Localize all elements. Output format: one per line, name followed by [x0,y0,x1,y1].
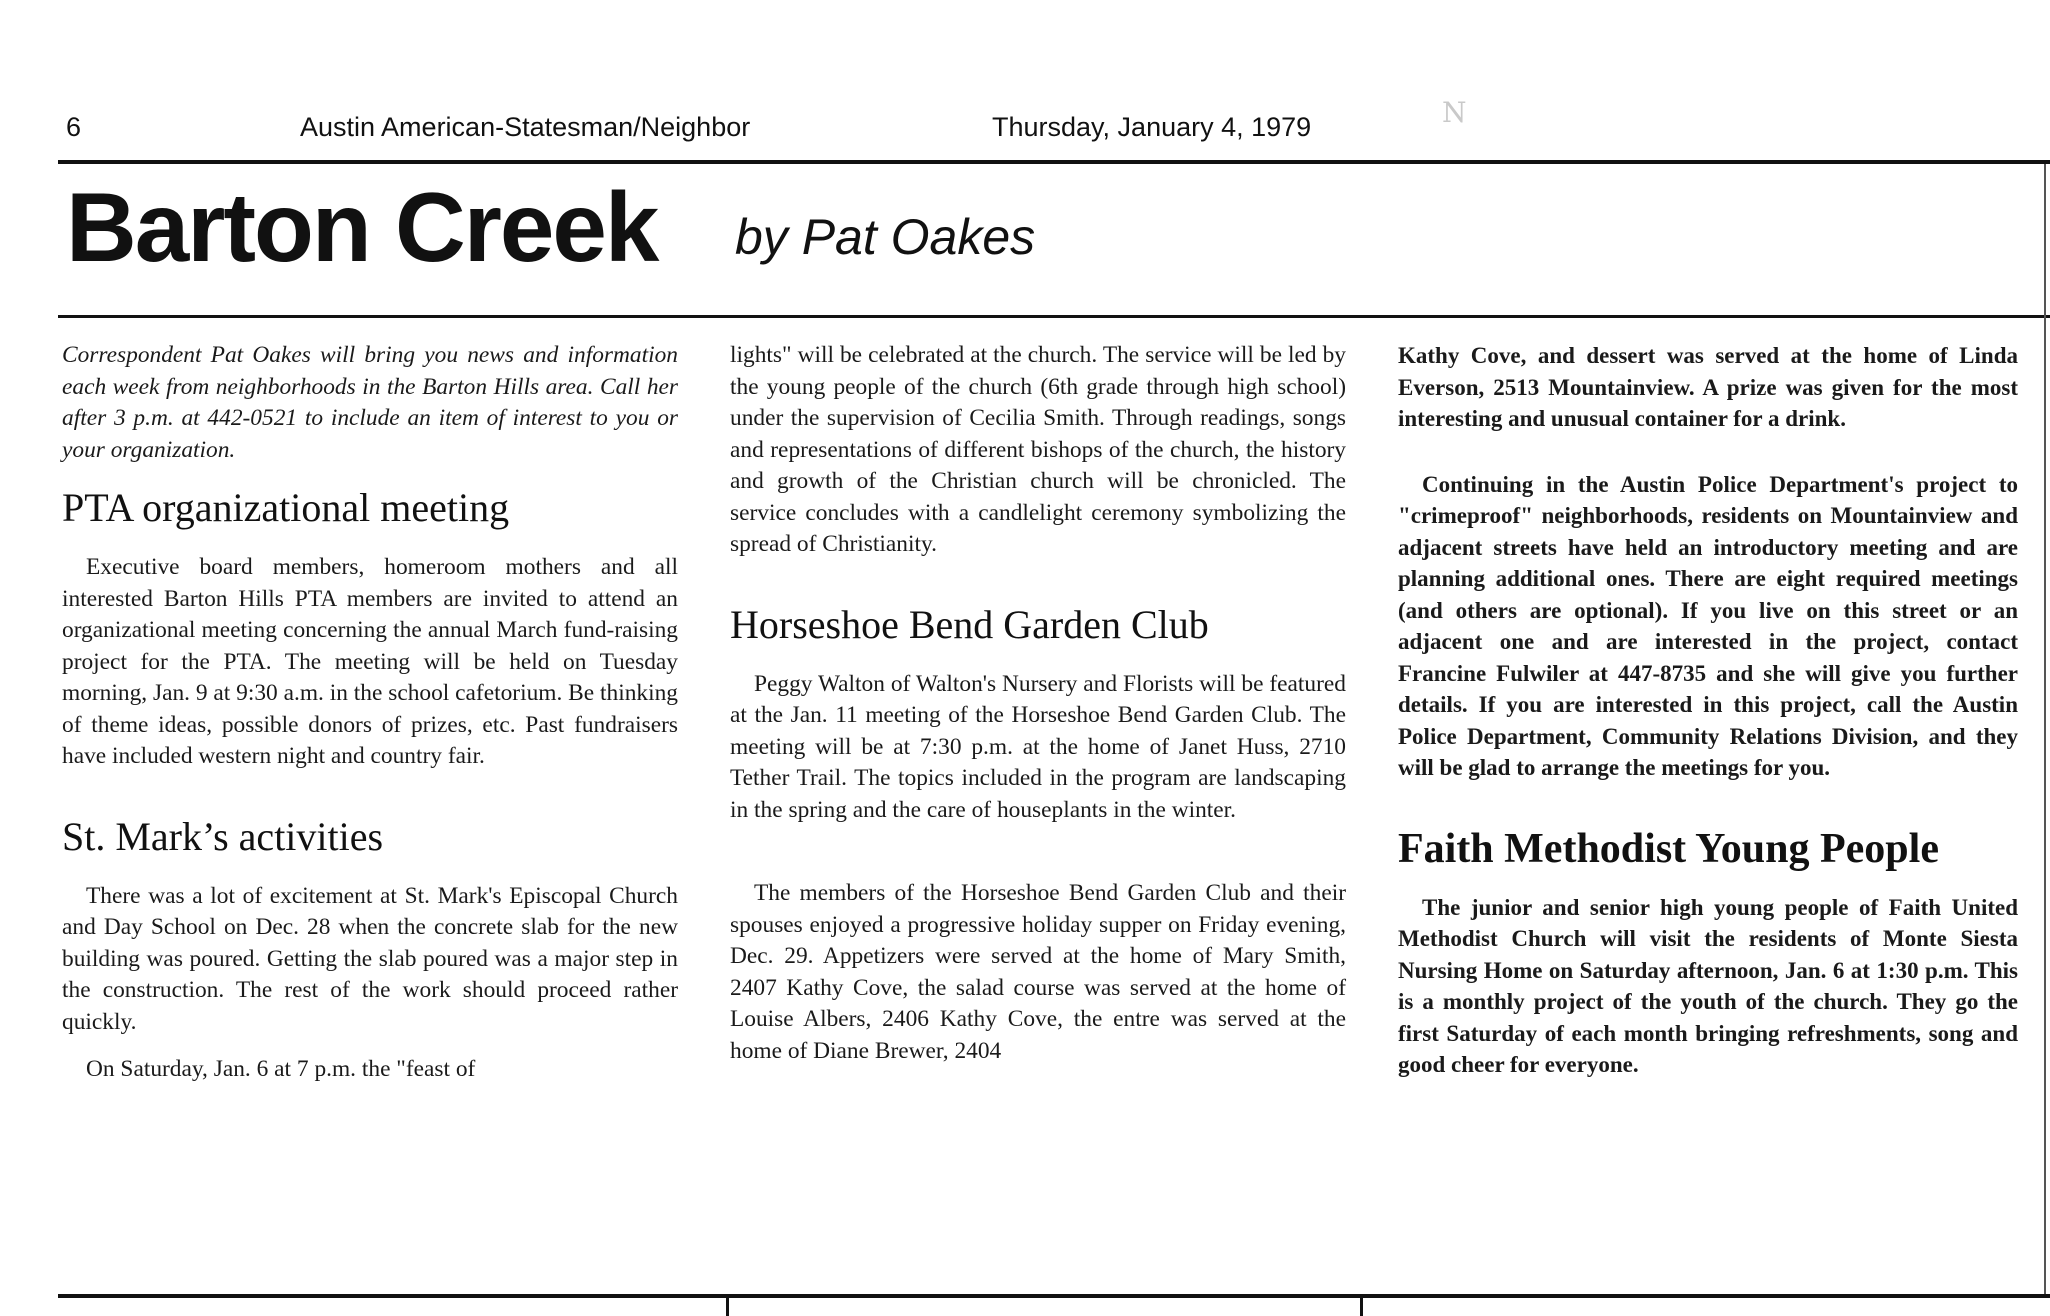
bottom-rule [58,1294,2050,1298]
column-divider-bottom-1 [726,1298,729,1316]
right-edge-rule [2044,164,2046,1294]
st-marks-paragraph-2: On Saturday, Jan. 6 at 7 p.m. the "feast of [86,1056,476,1082]
faith-methodist-heading: Faith Methodist Young People [1398,825,1939,872]
page-number: 6 [66,112,82,142]
garden-club-continued: Kathy Cove, and dessert was served at the home of Linda Everson, 2513 Mountainview. A prize was given for the most interesting and unusual container for a drink. [1398,343,2018,431]
column-3 [1398,340,2018,1081]
publication-name: Austin American-Statesman/Neighbor [300,112,751,142]
top-rule [58,160,2050,164]
st-marks-continued: lights" will be celebrated at the church. The service will be led by the young people of the church (6th grade through high school) under the supervision of Cecilia Smith. Through readings, songs and representations of different bishops of the church, the history and growth of the Christian church will be chronicled. The service concludes with a candlelight ceremony symbolizing the spread of Christianity. [730,342,1346,557]
masthead-rule [58,315,2050,318]
publication-date: Thursday, January 4, 1979 [992,112,1312,142]
garden-club-paragraph-2: The members of the Horseshoe Bend Garden Club and their spouses enjoyed a progressive holiday supper on Friday evening, Dec. 29. Appetizers were served at the home of Mary Smith, 2407 Kathy Cove, the salad course was served at the home of Louise Albers, 2406 Kathy Cove, the entre was served at the home of Diane Brewer, 2404 [730,880,1346,1064]
pta-paragraph: Executive board members, homeroom mothers and all interested Barton Hills PTA members are invited to attend an organizational meeting concerning the annual March fund-raising project for the PTA. The meeting will be held on Tuesday morning, Jan. 9 at 9:30 a.m. in the school cafetorium. Be thinking of theme ideas, possible donors of prizes, etc. Past fundraisers have included western night and country fair. [62,554,678,769]
column-2 [730,340,1346,1067]
column-divider-bottom-2 [1360,1298,1363,1316]
st-marks-heading: St. Mark’s activities [62,813,384,859]
garden-club-paragraph: Peggy Walton of Walton's Nursery and Florists will be featured at the Jan. 11 meeting of the Horseshoe Bend Garden Club. The meeting will be at 7:30 p.m. at the home of Janet Huss, 2710 Tether Trail. The topics included in the program are landscaping in the spring and the care of houseplants in the winter. [730,670,1346,823]
faith-methodist-paragraph: The junior and senior high young people of Faith United Methodist Church will visit the residents of Monte Siesta Nursing Home on Saturday afternoon, Jan. 6 at 1:30 p.m. This is a monthly project of the youth of the church. They go the first Saturday of each month bringing refreshments, song and good cheer for everyone. [1398,894,2018,1078]
watermark-mark: N [1442,96,1467,129]
byline: by Pat Oakes [735,209,1036,265]
police-project-paragraph: Continuing in the Austin Police Department's project to "crimeproof" neighborhoods, residents on Mountainview and adjacent streets have held an introductory meeting and are planning additional ones. There are eight required meetings (and others are optional). If you live on this street or an adjacent one and are interested in the project, contact Francine Fulwiler at 447-8735 and she will give you further details. If you are interested in this project, call the Austin Police Department, Community Relations Division, and they will be glad to arrange the meetings for you. [1398,471,2018,780]
pta-heading: PTA organizational meeting [62,485,510,530]
garden-club-heading: Horseshoe Bend Garden Club [730,601,1209,647]
column-1 [62,340,678,1086]
column-title: Barton Creek [66,172,658,282]
intro-note: Correspondent Pat Oakes will bring you news and information each week from neighborhoods in the Barton Hills area. Call her after 3 p.m. at 442-0521 to include an item of interest to you or your organization. [62,342,678,463]
st-marks-paragraph: There was a lot of excitement at St. Mark's Episcopal Church and Day School on Dec. 28 when the concrete slab for the new building was poured. Getting the slab poured was a major step in the construction. The rest of the work should proceed rather quickly. [62,882,678,1035]
